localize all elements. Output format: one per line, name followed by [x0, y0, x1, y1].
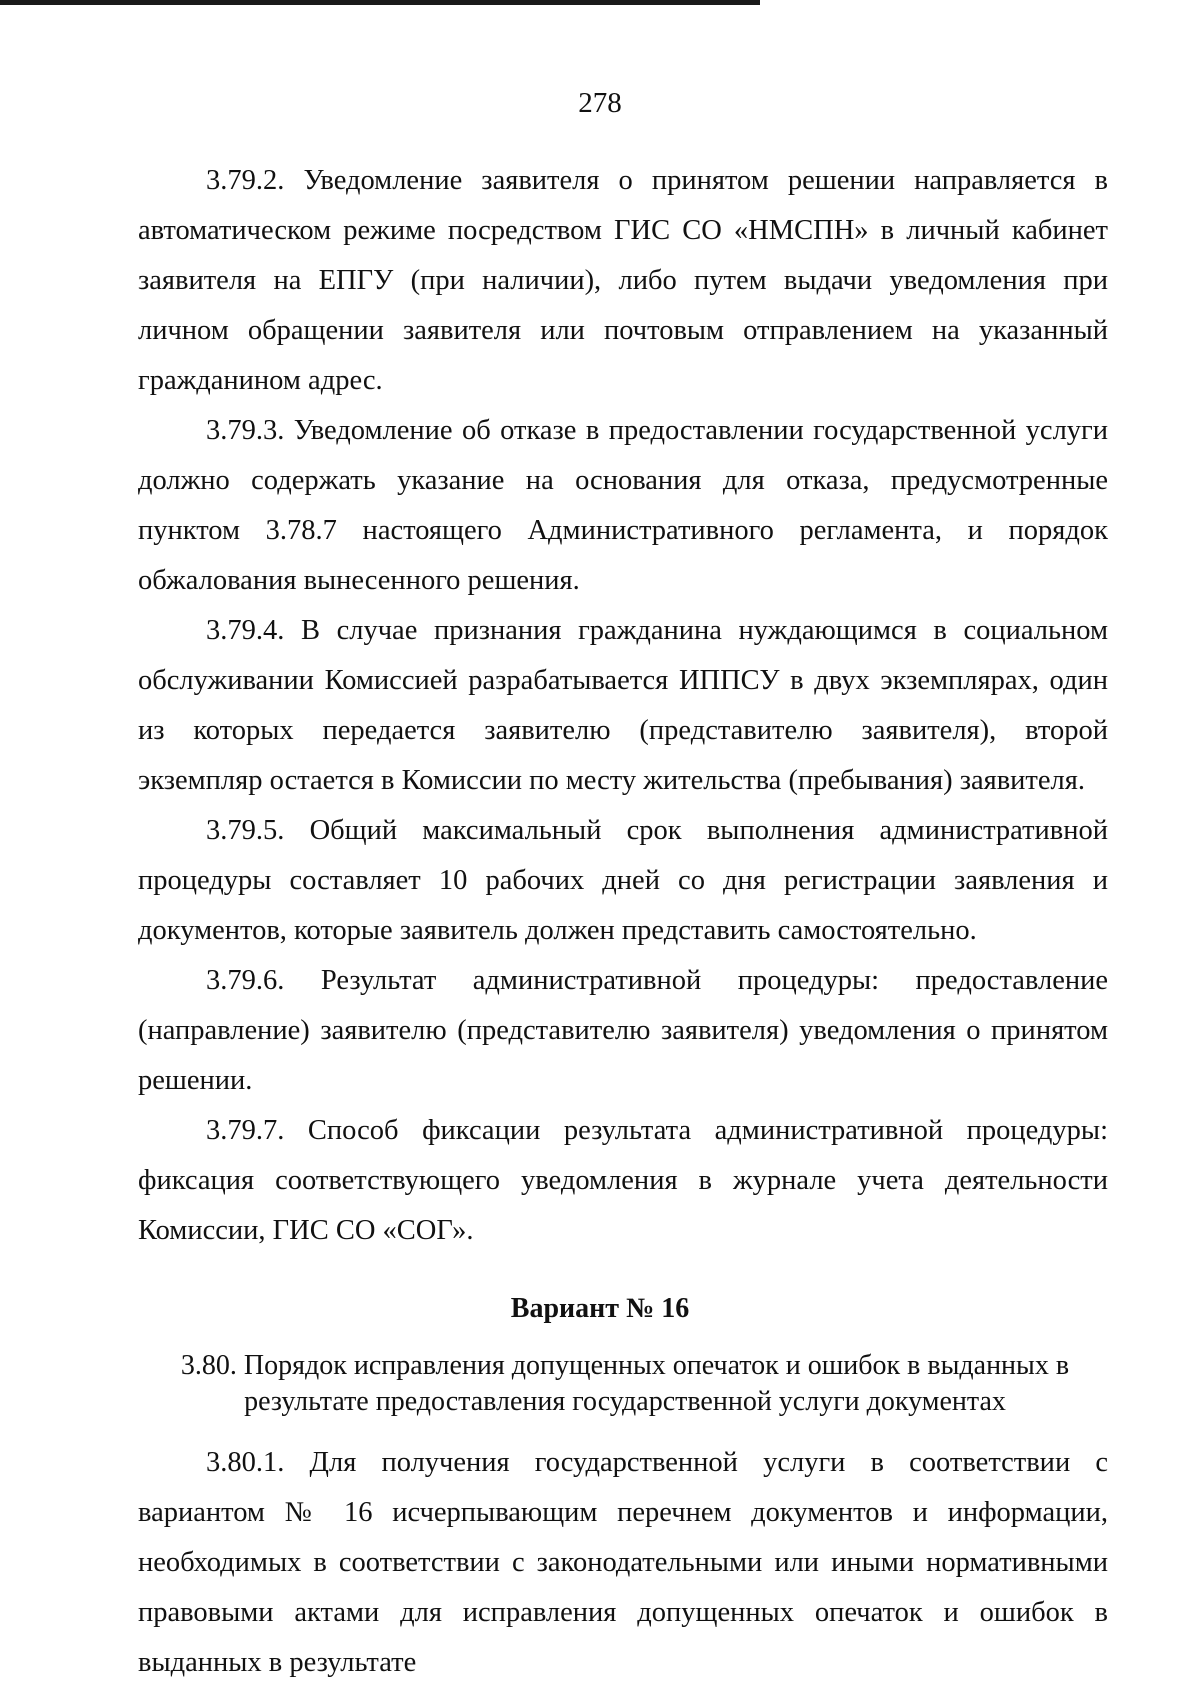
paragraph-3-79-4: 3.79.4. В случае признания гражданина нуждающимся в социальном обслуживании Комиссией разрабатывается ИППСУ в двух экземплярах, один из которых передается заявителю (представителю заявителя), второй экземпляр остается в Комиссии по месту жительства (пребывания) заявителя. — [138, 615, 1108, 796]
section-heading-3-80: 3.80. Порядок исправления допущенных опечаток и ошибок в выданных в результате предоставления государственной услуги документах — [180, 1350, 1070, 1417]
paragraph-3-80-1: 3.80.1. Для получения государственной услуги в соответствии с вариантом № 16 исчерпывающим перечнем документов и информации, необходимых в соответствии с законодательными или иными нормативными правовыми актами для исправления допущенных опечаток и ошибок в выданных в результате — [138, 1447, 1108, 1678]
page-number: 278 — [578, 87, 622, 119]
variant-heading: Вариант № 16 — [510, 1293, 690, 1324]
top-border-line — [0, 0, 760, 5]
paragraph-3-79-2: 3.79.2. Уведомление заявителя о принятом решении направляется в автоматическом режиме посредством ГИС СО «НМСПН» в личный кабинет заявителя на ЕПГУ (при наличии), либо путем выдачи уведомления при личном обращении заявителя или почтовым отправлением на указанный гражданином адрес. — [138, 165, 1108, 396]
document-body — [138, 156, 1108, 1256]
document-body-continued — [138, 1438, 1108, 1688]
paragraph-3-79-3: 3.79.3. Уведомление об отказе в предоставлении государственной услуги должно содержать указание на основания для отказа, предусмотренные пунктом 3.78.7 настоящего Административного регламента, и порядок обжалования вынесенного решения. — [138, 415, 1108, 596]
paragraph-3-79-7: 3.79.7. Способ фиксации результата административной процедуры: фиксация соответствующего уведомления в журнале учета деятельности Комиссии, ГИС СО «СОГ». — [138, 1115, 1108, 1246]
paragraph-3-79-5: 3.79.5. Общий максимальный срок выполнения административной процедуры составляет 10 рабочих дней со дня регистрации заявления и документов, которые заявитель должен представить самостоятельно. — [138, 815, 1108, 946]
paragraph-3-79-6: 3.79.6. Результат административной процедуры: предоставление (направление) заявителю (представителю заявителя) уведомления о принятом решении. — [138, 965, 1108, 1096]
